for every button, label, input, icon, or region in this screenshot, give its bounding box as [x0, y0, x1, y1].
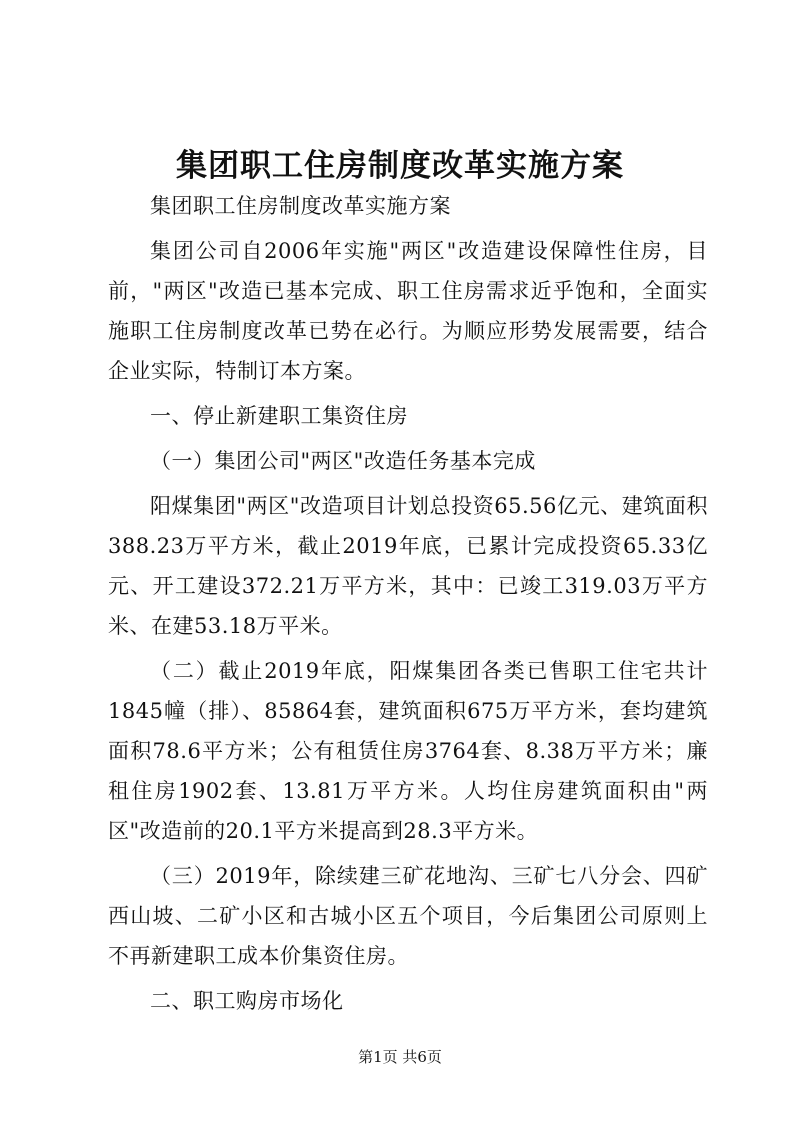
paragraph-projects-2019: （三）2019年，除续建三矿花地沟、三矿七八分会、四矿西山坡、二矿小区和古城小区五个项目，今后集团公司原则上不再新建职工成本价集资住房。 — [108, 864, 708, 968]
paragraph-intro: 集团公司自2006年实施"两区"改造建设保障性住房，目前，"两区"改造已基本完成、职工住房需求近乎饱和，全面实施职工住房制度改革已势在必行。为顺应形势发展需要，结合企业实际，特制订本方案。 — [108, 239, 708, 383]
document-title: 集团职工住房制度改革实施方案 — [176, 148, 624, 184]
subsection-heading-1: （一）集团公司"两区"改造任务基本完成 — [150, 449, 536, 473]
section-heading-2: 二、职工购房市场化 — [150, 989, 344, 1013]
paragraph-subtitle: 集团职工住房制度改革实施方案 — [150, 194, 451, 218]
paragraph-housing-stats: （二）截止2019年底，阳煤集团各类已售职工住宅共计1845幢（排）、85864套，建筑面积675万平方米，套均建筑面积78.6平方米；公有租赁住房3764套、8.38万平方米；廉租住房1902套、13.81万平方米。人均住房建筑面积由"两区"改造前的20.1平方米提高到28.3平方米。 — [108, 659, 708, 843]
page-number-footer: 第1页 共6页 — [358, 1048, 442, 1066]
paragraph-project-stats: 阳煤集团"两区"改造项目计划总投资65.56亿元、建筑面积388.23万平方米，截止2019年底，已累计完成投资65.33亿元、开工建设372.21万平方米，其中：已竣工319.03万平方米、在建53.18万平米。 — [108, 494, 708, 638]
document-body — [108, 186, 708, 1021]
section-heading-1: 一、停止新建职工集资住房 — [150, 404, 408, 428]
